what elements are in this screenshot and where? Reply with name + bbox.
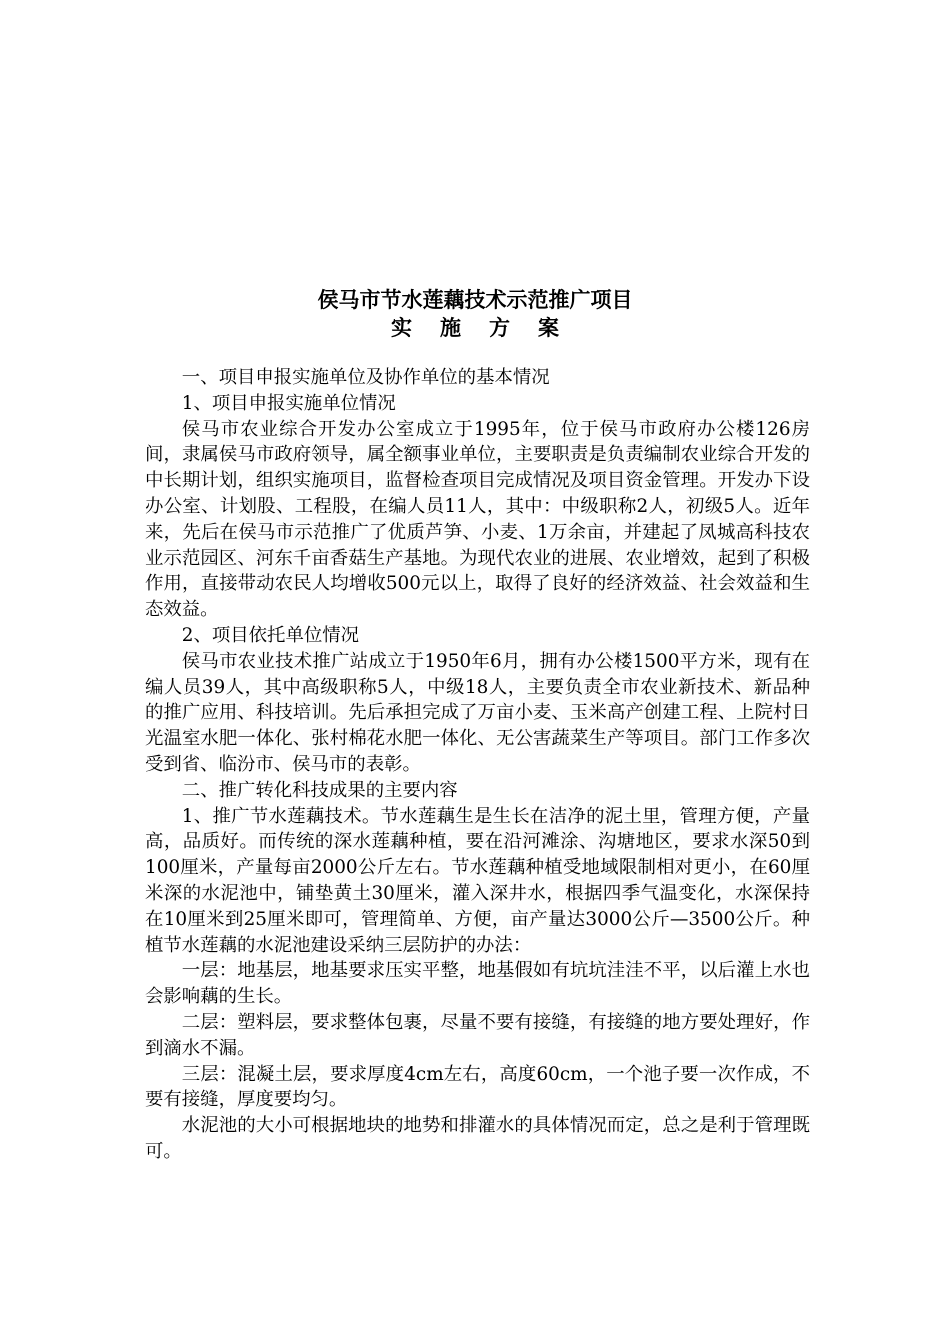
paragraph-layer-three: 三层：混凝土层，要求厚度4cm左右，高度60cm，一个池子要一次作成，不要有接缝，厚度要均匀。 [145, 1063, 810, 1111]
paragraph-implementing-unit: 侯马市农业综合开发办公室成立于1995年，位于侯马市政府办公楼126房间，隶属侯马市政府领导，属全额事业单位，主要职责是负责编制农业综合开发的中长期计划，组织实施项目，监督检查项目完成情况及项目资金管理。开发办下设办公室、计划股、工程股，在编人员11人，其中：中级职称2人，初级5人。近年来，先后在侯马市示范推广了优质芦笋、小麦、1万余亩，并建起了凤城高科技农业示范园区、河东千亩香菇生产基地。为现代农业的进展、农业增效，起到了积极作用，直接带动农民人均增收500元以上，取得了良好的经济效益、社会效益和生态效益。 [145, 418, 810, 621]
subsection-heading-2: 2、项目依托单位情况 [181, 624, 360, 646]
paragraph-supporting-unit: 侯马市农业技术推广站成立于1950年6月，拥有办公楼1500平方米，现有在编人员39人，其中高级职称5人，中级18人，主要负责全市农业新技术、新品种的推广应用、科技培训。先后承担完成了万亩小麦、玉米高产创建工程、上院村日光温室水肥一体化、张村棉花水肥一体化、无公害蔬菜生产等项目。部门工作多次受到省、临汾市、侯马市的表彰。 [145, 650, 810, 775]
title-block [0, 286, 950, 342]
subsection-heading-1: 1、项目申报实施单位情况 [181, 392, 396, 414]
document-body [145, 365, 810, 1165]
paragraph-layer-two: 二层：塑料层，要求整体包裹，尽量不要有接缝，有接缝的地方要处理好，作到滴水不漏。 [145, 1011, 810, 1059]
document-subtitle: 实施方案 [391, 316, 587, 340]
section-heading-2: 二、推广转化科技成果的主要内容 [181, 779, 458, 801]
section-heading-1: 一、项目申报实施单位及协作单位的基本情况 [181, 367, 550, 388]
paragraph-lotus-technique: 1、推广节水莲藕技术。节水莲藕生是生长在洁净的泥土里，管理方便，产量高，品质好。而传统的深水莲藕种植，要在沿河滩涂、沟塘地区，要求水深50到100厘米，产量每亩2000公斤左右。节水莲藕种植受地域限制相对更小，在60厘米深的水泥池中，铺垫黄土30厘米，灌入深井水，根据四季气温变化，水深保持在10厘米到25厘米即可，管理简单、方便，亩产量达3000公斤—3500公斤。种植节水莲藕的水泥池建设采纳三层防护的办法： [145, 805, 810, 956]
document-title: 侯马市节水莲藕技术示范推广项目 [317, 288, 633, 312]
paragraph-layer-one: 一层：地基层，地基要求压实平整，地基假如有坑坑洼洼不平，以后灌上水也会影响藕的生长。 [145, 960, 810, 1008]
paragraph-pool-size: 水泥池的大小可根据地块的地势和排灌水的具体情况而定，总之是利于管理既可。 [145, 1115, 810, 1162]
